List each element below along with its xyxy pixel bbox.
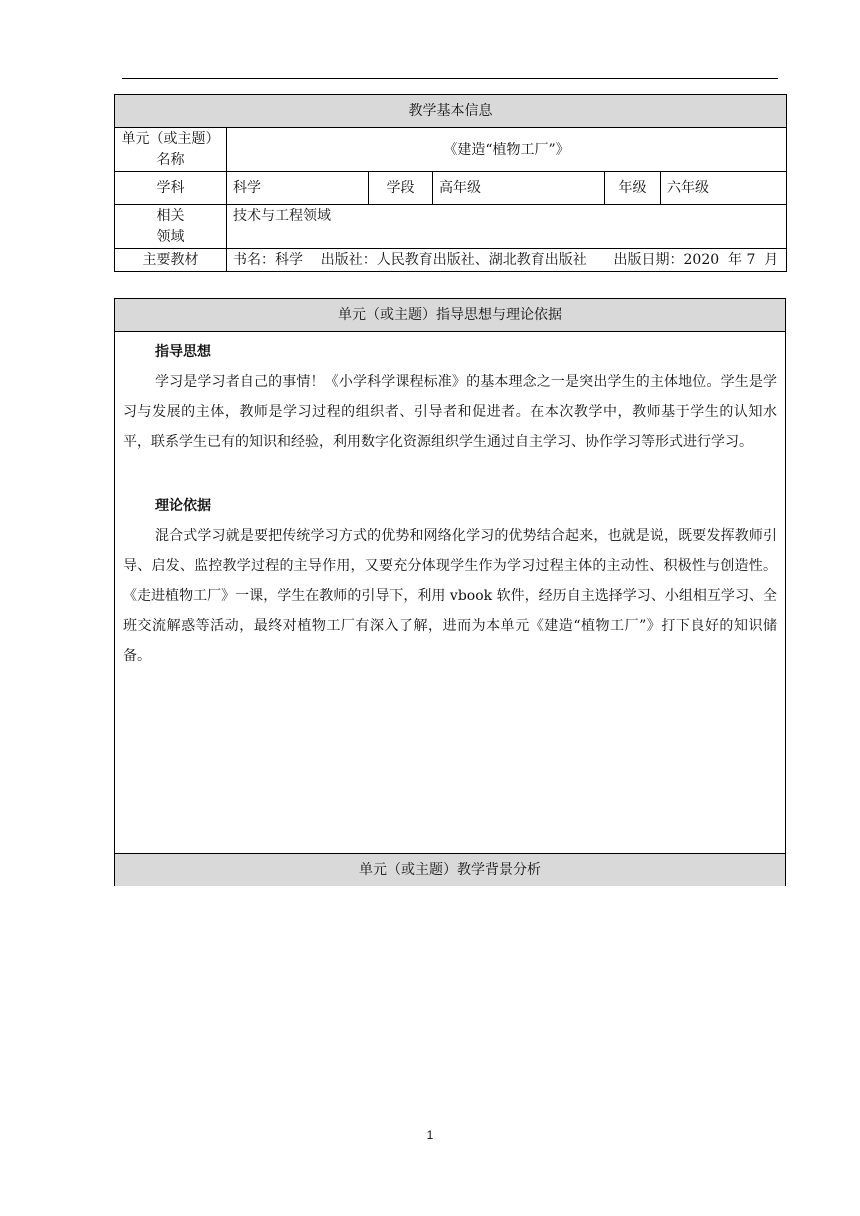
unit-name-label-line2: 名称 — [156, 151, 185, 168]
guidance-body — [123, 337, 777, 671]
textbook-value: 书名：科学 出版社：人民教育出版社、湖北教育出版社 出版日期：2020 年 7 月 — [227, 249, 787, 272]
basic-info-header: 教学基本信息 — [115, 95, 787, 128]
background-header: 单元（或主题）教学背景分析 — [115, 853, 785, 886]
textbook-label: 主要教材 — [115, 249, 227, 272]
page-number: 1 — [426, 1128, 434, 1142]
guidance-section — [114, 298, 786, 886]
grade-value: 六年级 — [661, 172, 787, 205]
guidance-header: 单元（或主题）指导思想与理论依据 — [115, 299, 785, 332]
subject-value: 科学 — [227, 172, 369, 205]
unit-name-value: 《建造“植物工厂”》 — [227, 128, 787, 172]
unit-name-label — [115, 128, 227, 172]
field-label-line2: 领域 — [156, 228, 185, 245]
stage-label: 学段 — [369, 172, 433, 205]
field-label-line1: 相关 — [156, 207, 185, 224]
stage-value: 高年级 — [433, 172, 605, 205]
basic-info-table — [114, 94, 787, 272]
field-label — [115, 205, 227, 249]
thought-title: 指导思想 — [155, 344, 211, 360]
grade-label: 年级 — [605, 172, 661, 205]
thought-text: 学习是学习者自己的事情！《小学科学课程标准》的基本理念之一是突出学生的主体地位。学生是学习与发展的主体，教师是学习过程的组织者、引导者和促进者。在本次教学中，教师基于学生的认知水平，联系学生已有的知识和经验，利用数字化资源组织学生通过自主学习、协作学习等形式进行学习。 — [123, 374, 777, 450]
section-gap — [123, 457, 777, 491]
theory-text: 混合式学习就是要把传统学习方式的优势和网络化学习的优势结合起来，也就是说，既要发挥教师引导、启发、监控教学过程的主导作用，又要充分体现学生作为学习过程主体的主动性、积极性与创造性。《走进植物工厂》一课，学生在教师的引导下，利用 vbook 软件，经历自主选择学习、小组相互学习、全班交流解惑等活动，最终对植物工厂有深入了解，进而为本单元《建造“植物工厂”》打下良好的知识储备。 — [123, 528, 777, 664]
theory-title: 理论依据 — [155, 498, 211, 514]
subject-label: 学科 — [115, 172, 227, 205]
header-rule — [122, 78, 778, 79]
field-value: 技术与工程领域 — [227, 205, 787, 249]
unit-name-label-line1: 单元（或主题） — [121, 130, 220, 147]
